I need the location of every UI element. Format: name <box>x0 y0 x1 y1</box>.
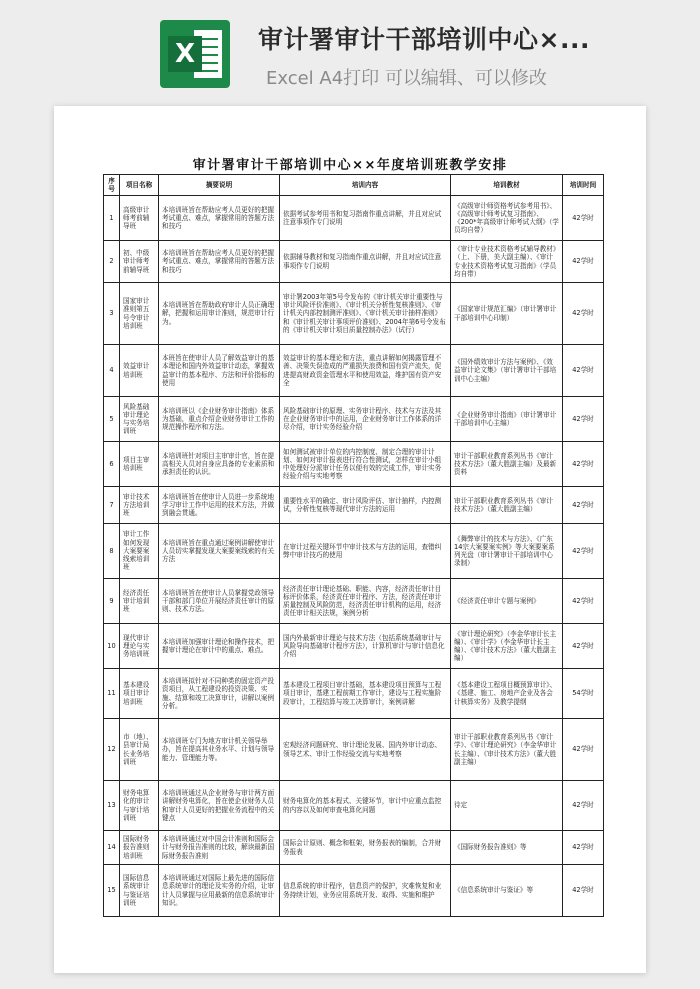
summary-text: 本培训班通过对国际上最先进的国际信息系统审计的理论及实务的介绍，让审计人员掌握与应用最新的信息系统审计知识。 <box>159 865 280 917</box>
training-content: 财务电算化的基本程式、关键环节，审计中应重点监控的内容以及如何审查电算化问题 <box>280 781 451 831</box>
training-material: 《企业财务审计指南》（审计署审计干部培训中心主编） <box>451 397 563 442</box>
row-number: 12 <box>104 719 120 781</box>
col-header-name: 项目名称 <box>120 175 159 196</box>
summary-text: 本培训班旨在帮助应考人员更好的把握考试重点、难点，掌握常用的答题方法和技巧 <box>159 196 280 241</box>
training-material: 审计干部职业教育系列丛书《审计技术方法》（董大胜副主编） <box>451 487 563 524</box>
training-hours: 42学时 <box>563 865 604 917</box>
table-row <box>104 487 604 524</box>
excel-x-letter: X <box>168 36 202 72</box>
training-content: 基本建设工程项目审计基础，基本建设项目预算与工程项目审计，基建工程前期工作审计，建设与工程实施阶段审计，工程结算与竣工决算审计，案例讲解 <box>280 669 451 719</box>
project-name: 审计技术方法培训班 <box>120 487 159 524</box>
training-content: 审计署2003年第5号令发布的《审计机关审计重要性与审计风险评价准则》、《审计机关分析性复核准则》、《审计机关内部控制测评准则》、《审计机关审计抽样准则》和《审计机关审计事项评价准则》、2004年第6号令发布的《审计机关审计项目质量控制办法》（试行） <box>280 283 451 345</box>
table-row <box>104 719 604 781</box>
table-row <box>104 865 604 917</box>
training-material: 《审计专业技术资格考试辅导教材》（上、下册，美大副主编）、《审计专业技术资格考试复习指南》（学员均自带） <box>451 241 563 283</box>
table-row <box>104 669 604 719</box>
training-material: 《舞弊审计的技术与方法》、《广东14宗大案要案实例》等大案要案系列光盘（审计署审计干部培训中心录制） <box>451 524 563 579</box>
table-row <box>104 442 604 487</box>
table-header-row <box>104 175 604 196</box>
training-content: 在审计过程关键环节中审计技术与方法的运用，查错纠弊中审计技巧的使用 <box>280 524 451 579</box>
project-name: 财务电算化的审计与审计培训班 <box>120 781 159 831</box>
training-material: 《国外绩效审计方法与案例》、《效益审计论文集》（审计署审计干部培训中心主编） <box>451 345 563 397</box>
summary-text: 本培训班通过对中国会计准则和国际会计与财务报告准则的比较，解读最新国际财务报告准则 <box>159 831 280 865</box>
row-number: 5 <box>104 397 120 442</box>
training-material: 《基本建设工程项目概预算审计》、《基建、施工、房地产企业及各会计核算实务》及教学提纲 <box>451 669 563 719</box>
table-row <box>104 397 604 442</box>
col-header-summary: 摘要说明 <box>159 175 280 196</box>
summary-text: 本培训班拟针对不同种类的固定资产投资项目，从工程建设的投资决策、实施、结算和竣工决算审计，讲解以案例分析。 <box>159 669 280 719</box>
table-row <box>104 283 604 345</box>
col-header-no: 序号 <box>104 175 120 196</box>
row-number: 6 <box>104 442 120 487</box>
row-number: 1 <box>104 196 120 241</box>
page-subtitle: Excel A4打印 可以编辑、可以修改 <box>266 68 547 89</box>
training-content: 经济责任审计理论基础、职能、内容，经济责任审计目标评价体系，经济责任审计程序、方法，经济责任审计质量控制及风险防范，经济责任审计机构的运用，经济责任审计相关法规，案例分析 <box>280 579 451 624</box>
training-hours: 42学时 <box>563 196 604 241</box>
summary-text: 本培训班旨在使审计人员掌握党政领导干部和部门单位开展经济责任审计的原则、技术方法。 <box>159 579 280 624</box>
row-number: 7 <box>104 487 120 524</box>
training-hours: 42学时 <box>563 345 604 397</box>
row-number: 10 <box>104 624 120 669</box>
training-hours: 42学时 <box>563 624 604 669</box>
preview-header <box>0 0 700 106</box>
page-title: 审计署审计干部培训中心×... <box>258 25 590 54</box>
table-row <box>104 345 604 397</box>
row-number: 13 <box>104 781 120 831</box>
table-row <box>104 241 604 283</box>
row-number: 8 <box>104 524 120 579</box>
summary-text: 本班旨在使审计人员了解效益审计的基本理论和国内外效益审计动态，掌握效益审计的基本程序、方法和评价指标的使用 <box>159 345 280 397</box>
training-hours: 42学时 <box>563 487 604 524</box>
training-hours: 42学时 <box>563 397 604 442</box>
project-name: 效益审计培训班 <box>120 345 159 397</box>
training-material: 《信息系统审计与鉴证》等 <box>451 865 563 917</box>
document-page <box>54 106 646 973</box>
training-content: 如何测试被审计单位的内控制度、制定合理的审计计划、如何对审计报表进行符合性测试，怎样在审计小组中处理好分派审计任务以便有效的完成工作，审计实务经验介绍与实地考察 <box>280 442 451 487</box>
document-title: 审计署审计干部培训中心××年度培训班教学安排 <box>192 158 508 173</box>
row-number: 2 <box>104 241 120 283</box>
training-content: 重要性水平的确定、审计风险评估、审计抽样，内控测试，分析性复核等现代审计方法的运用 <box>280 487 451 524</box>
project-name: 高级审计师考前辅导班 <box>120 196 159 241</box>
training-material: 《审计理论研究》（李金华审计长主编）、《审计学》（李金华审计长主编）、《审计技术方法》（董大胜副主编） <box>451 624 563 669</box>
project-name: 国际财务报告准则培训班 <box>120 831 159 865</box>
training-content: 国内外最新审计理论与技术方法（包括系统基础审计与风险导向基础审计程序方法），计算机审计与审计信息化介绍 <box>280 624 451 669</box>
training-content: 信息系统的审计程序，信息资产的保护，灾难恢复和业务持续计划，业务应用系统开发、取得、实施和维护 <box>280 865 451 917</box>
schedule-table <box>103 174 604 917</box>
col-header-content: 培训内容 <box>280 175 451 196</box>
training-content: 国际会计原则、概念和框架，财务报表的编制，合并财务报表 <box>280 831 451 865</box>
training-material: 《经济责任审计专题与案例》 <box>451 579 563 624</box>
training-material: 待定 <box>451 781 563 831</box>
training-material: 《国际财务报告准则》等 <box>451 831 563 865</box>
training-material: 《国家审计规范汇编》（审计署审计干部培训中心印制） <box>451 283 563 345</box>
row-number: 11 <box>104 669 120 719</box>
training-content: 效益审计的基本理论和方法，重点讲解如何揭露管理不善、决策失误造成的严重损失浪费和国有资产流失，促进提高财政资金管理水平和使用效益，维护国有资产安全 <box>280 345 451 397</box>
training-content: 依据辅导教材和复习指南作重点讲解，并且对应试注意事项作专门说明 <box>280 241 451 283</box>
table-row <box>104 624 604 669</box>
summary-text: 本培训班加强审计理论和操作技术，把握审计理论在审计中的重点、难点。 <box>159 624 280 669</box>
project-name: 市（地）、县审计局长业务培训班 <box>120 719 159 781</box>
summary-text: 本培训班针对项目主审审计官，旨在提高相关人员对自身应具备的专业素质和承担责任的认识。 <box>159 442 280 487</box>
summary-text: 本培训班以《企业财务审计指南》体系为基础，重点介绍企业财务审计工作的规范操作程序和方法。 <box>159 397 280 442</box>
training-hours: 42学时 <box>563 719 604 781</box>
training-material: 审计干部职业教育系列丛书《审计学》、《审计理论研究》（李金华审计长主编）、《审计技术方法》（董大胜副主编） <box>451 719 563 781</box>
project-name: 现代审计理论与实务培训班 <box>120 624 159 669</box>
col-header-hours: 培训时间 <box>563 175 604 196</box>
training-hours: 42学时 <box>563 283 604 345</box>
col-header-material: 培训教材 <box>451 175 563 196</box>
row-number: 9 <box>104 579 120 624</box>
training-material: 《高级审计师资格考试参考用书》、《高级审计师考试复习指南》、《200*年高级审计师考试大纲》（学员均自带） <box>451 196 563 241</box>
row-number: 3 <box>104 283 120 345</box>
project-name: 经济责任审计培训班 <box>120 579 159 624</box>
training-hours: 42学时 <box>563 831 604 865</box>
training-content: 依据考试参考用书和复习指南作重点讲解，并且对应试注意事项作专门说明 <box>280 196 451 241</box>
training-content: 风险基础审计的原理、实务审计程序、技术与方法及其在企业财务审计中的运用，企业财务审计工作体系的详尽介绍，审计实务经验介绍 <box>280 397 451 442</box>
training-hours: 42学时 <box>563 442 604 487</box>
excel-logo-icon <box>160 20 230 88</box>
project-name: 基本建设项目审计培训班 <box>120 669 159 719</box>
training-hours: 54学时 <box>563 669 604 719</box>
table-row <box>104 781 604 831</box>
training-hours: 42学时 <box>563 241 604 283</box>
row-number: 4 <box>104 345 120 397</box>
project-name: 初、中级审计师考前辅导班 <box>120 241 159 283</box>
project-name: 审计工作如何发现大案要案线索培训班 <box>120 524 159 579</box>
summary-text: 本培训班旨在帮助应考人员更好的把握考试重点、难点，掌握常用的答题方法和技巧 <box>159 241 280 283</box>
training-hours: 42学时 <box>563 524 604 579</box>
row-number: 14 <box>104 831 120 865</box>
row-number: 15 <box>104 865 120 917</box>
summary-text: 本培训班专门为地方审计机关领导举办，旨在提高其业务水平、计划与领导能力、管理能力等。 <box>159 719 280 781</box>
training-content: 宏观经济问题研究、审计理论发展、国内外审计动态、领导艺术、审计工作经验交流与实地考察 <box>280 719 451 781</box>
training-material: 审计干部职业教育系列丛书《审计技术方法》（董大胜副主编）及最新资料 <box>451 442 563 487</box>
table-row <box>104 524 604 579</box>
table-row <box>104 579 604 624</box>
project-name: 项目主审培训班 <box>120 442 159 487</box>
project-name: 国际信息系统审计与鉴证培训班 <box>120 865 159 917</box>
project-name: 风险基础审计理论与实务培训班 <box>120 397 159 442</box>
table-row <box>104 196 604 241</box>
project-name: 国家审计准则第五号令审计培训班 <box>120 283 159 345</box>
summary-text: 本培训班旨在重点通过案例讲解使审计人员切实掌握发现大案要案线索的有关方法 <box>159 524 280 579</box>
summary-text: 本培训班通过从企业财务与审计两方面讲解财务电算化，旨在使企业财务人员和审计人员更好的把握业务流程中的关键点 <box>159 781 280 831</box>
training-hours: 42学时 <box>563 579 604 624</box>
summary-text: 本培训班旨在帮助政府审计人员正确理解，把握和运用审计准则，规范审计行为。 <box>159 283 280 345</box>
summary-text: 本培训班旨在使审计人员进一步系统地学习审计工作中运用的技术方法，并做到融会贯通。 <box>159 487 280 524</box>
table-row <box>104 831 604 865</box>
training-hours: 42学时 <box>563 781 604 831</box>
